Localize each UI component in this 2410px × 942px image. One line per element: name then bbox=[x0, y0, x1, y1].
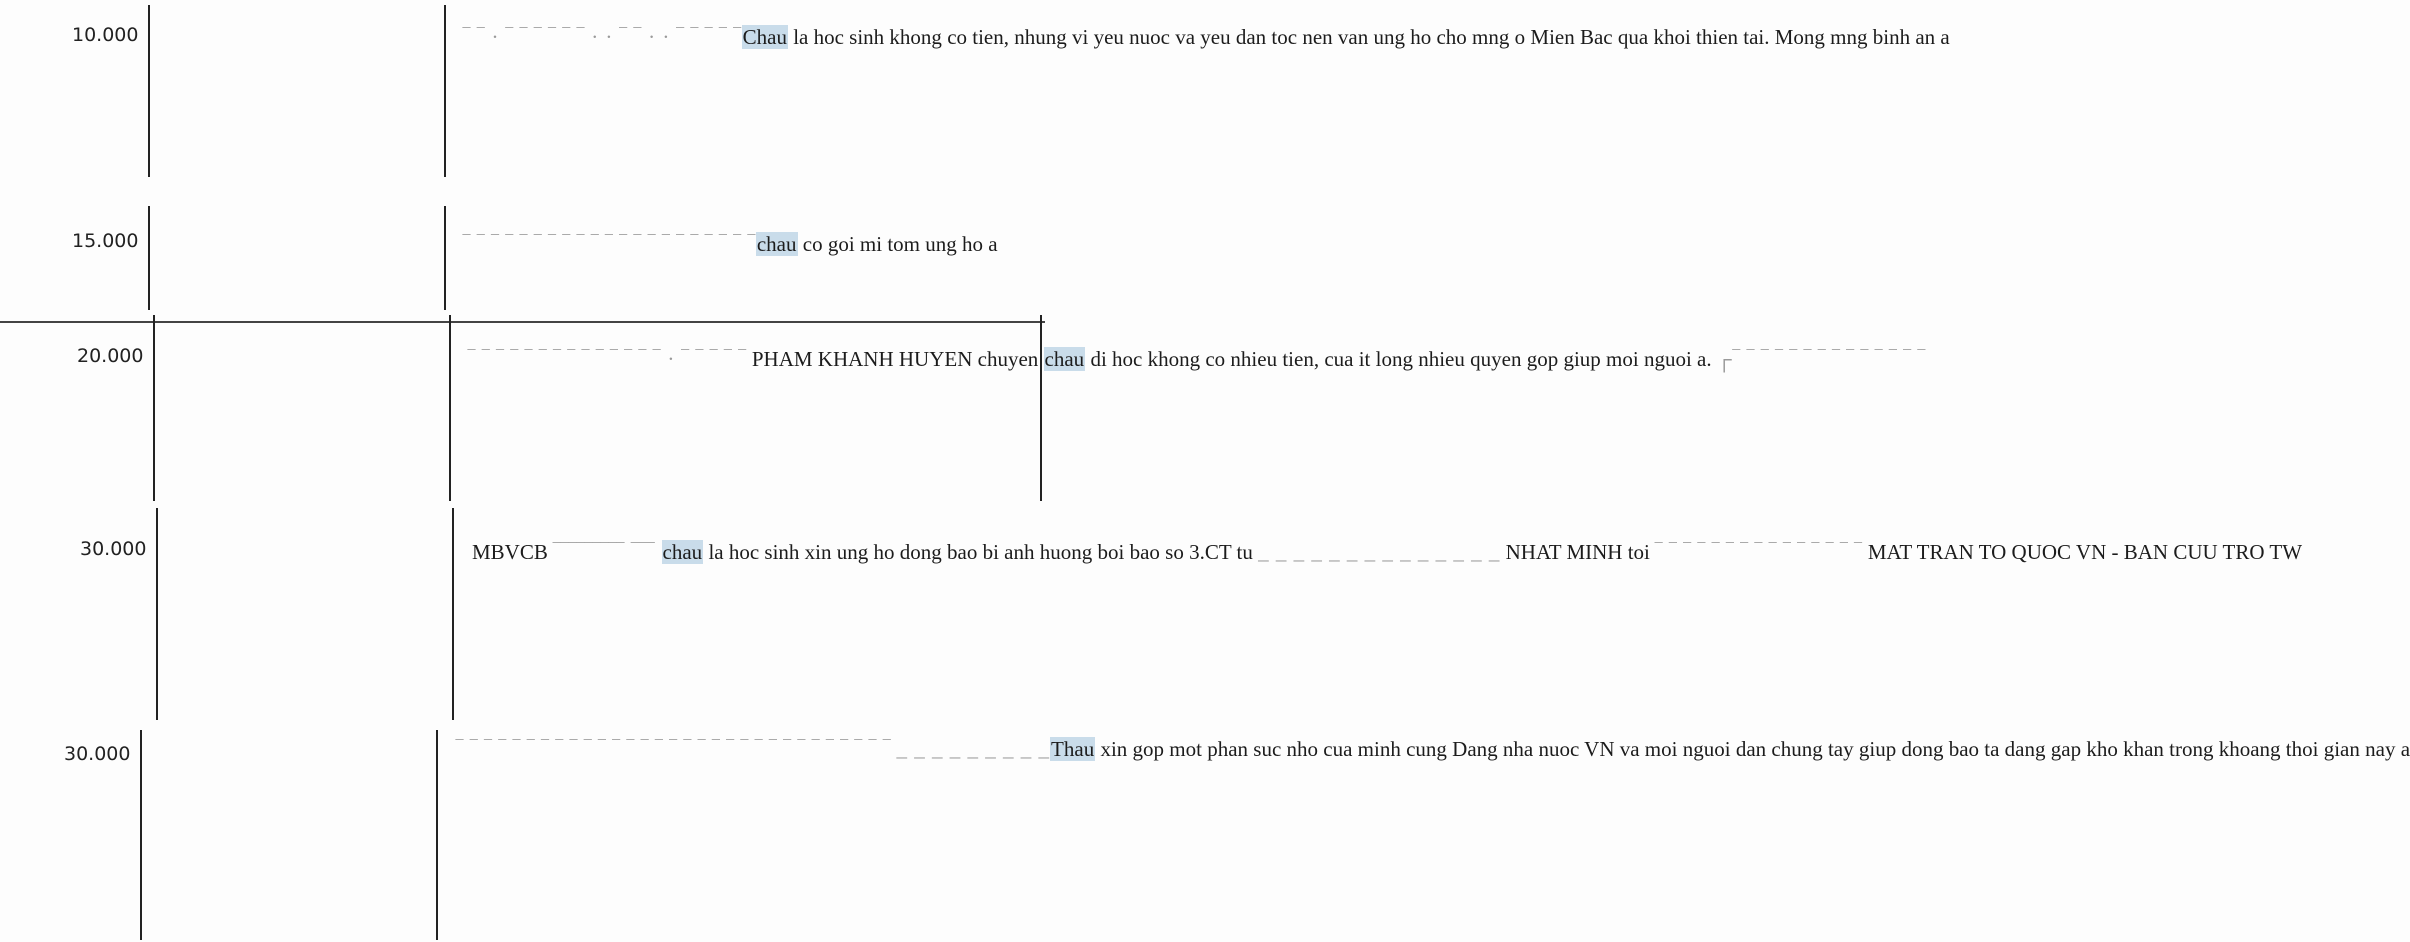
column-border bbox=[148, 206, 150, 310]
amount-cell: 15.000 bbox=[72, 230, 139, 252]
description-line: _ _ _ _ _ _ _ _ _Thau xin gop mot phan suc nho cua bbox=[896, 737, 1353, 761]
redacted-text: ‾ ‾ ‾ ‾ ‾ ‾ ‾ ‾ ‾ ‾ ‾ ‾ ‾ ‾ · ‾ ‾ ‾ ‾ ‾ bbox=[468, 347, 747, 371]
description-cell bbox=[463, 226, 998, 263]
description-line: tien, cua it long nhieu quyen gop giup moi bbox=[1282, 347, 1639, 371]
description-line: ‾ ‾ ‾ ‾ ‾ ‾ ‾ ‾ ‾ ‾ ‾ ‾ ‾ ‾ · ‾ ‾ ‾ ‾ ‾ PHAM KHANH bbox=[468, 347, 894, 371]
redacted-text: ‾‾‾‾‾‾‾‾‾ ‾‾‾ bbox=[553, 540, 662, 564]
description-line: _ _ _ _ _ _ _ _ _ _ _ _ _ _ NHAT MINH toi bbox=[1258, 540, 1650, 564]
column-border bbox=[140, 730, 142, 940]
description-line: BAN CUU TRO TW bbox=[2123, 540, 2303, 564]
description-line: nguoi a. ┌‾ ‾ ‾ ‾ ‾ ‾ ‾ ‾ ‾ ‾ ‾ ‾ ‾ ‾ bbox=[1643, 347, 1926, 371]
description-line bbox=[456, 737, 891, 761]
highlighted-word: Thau bbox=[1051, 737, 1095, 761]
description-line: ho a bbox=[962, 232, 998, 256]
amount-cell: 20.000 bbox=[77, 345, 144, 367]
column-border bbox=[148, 5, 150, 177]
highlighted-word: Chau bbox=[742, 25, 787, 49]
description-cell bbox=[463, 19, 1950, 56]
highlighted-word: chau bbox=[1044, 347, 1085, 371]
column-border bbox=[444, 5, 446, 177]
redacted-text: _ _ _ _ _ _ _ _ _ _ _ _ _ _ bbox=[1258, 540, 1501, 564]
description-cell bbox=[468, 341, 1926, 378]
description-line: ‾ ‾ ‾ ‾ ‾ ‾ ‾ ‾ ‾ ‾ ‾ ‾ ‾ ‾ ‾ MAT TRAN TO QUOC VN - bbox=[1655, 540, 2119, 564]
description-cell bbox=[472, 534, 2302, 571]
description-line: kho khan trong khoang thoi gian nay a bbox=[2086, 737, 2410, 761]
description-line: minh cung Dang nha nuoc VN va moi nguoi bbox=[1357, 737, 1731, 761]
column-border bbox=[452, 508, 454, 720]
column-border bbox=[449, 315, 451, 501]
column-border bbox=[444, 206, 446, 310]
amount-cell: 30.000 bbox=[64, 743, 131, 765]
redacted-text: ┌‾ ‾ ‾ ‾ ‾ ‾ ‾ ‾ ‾ ‾ ‾ ‾ ‾ ‾ bbox=[1716, 347, 1926, 371]
description-line: HUYEN chuyen chau di hoc khong co nhieu bbox=[898, 347, 1278, 371]
amount-cell: 10.000 bbox=[72, 24, 139, 46]
description-line: ‾ ‾ · ‾ ‾ ‾ ‾ ‾ ‾ · · ‾ ‾ · · ‾ ‾ ‾ ‾ ‾Chau la hoc sinh khong bbox=[463, 25, 942, 49]
amount-cell: 30.000 bbox=[80, 538, 147, 560]
redacted-text: ‾ ‾ · ‾ ‾ ‾ ‾ ‾ ‾ · · ‾ ‾ · · ‾ ‾ ‾ ‾ ‾ bbox=[463, 25, 742, 49]
description-line: nen van ung ho cho mng o Mien Bac qua bbox=[1302, 25, 1649, 49]
description-line: ‾ ‾ ‾ ‾ ‾ ‾ ‾ ‾ ‾ ‾ ‾ ‾ ‾ ‾ ‾ ‾ ‾ ‾ ‾ ‾ ‾chau co goi mi tom ung bbox=[463, 232, 957, 256]
highlighted-word: chau bbox=[756, 232, 797, 256]
description-line: co tien, nhung vi yeu nuoc va yeu dan toc bbox=[947, 25, 1298, 49]
description-line: MBVCB ‾‾‾‾‾‾‾‾‾ ‾‾‾ chau la hoc sinh xin ung bbox=[472, 540, 869, 564]
description-line: dan chung tay giup dong bao ta dang gap bbox=[1735, 737, 2082, 761]
redacted-text: ‾ ‾ ‾ ‾ ‾ ‾ ‾ ‾ ‾ ‾ ‾ ‾ ‾ ‾ ‾ ‾ ‾ ‾ ‾ ‾ ‾ bbox=[463, 232, 756, 256]
column-border bbox=[436, 730, 438, 940]
description-cell bbox=[456, 731, 2410, 768]
redacted-text: ‾ ‾ ‾ ‾ ‾ ‾ ‾ ‾ ‾ ‾ ‾ ‾ ‾ ‾ ‾ ‾ ‾ ‾ ‾ ‾ ‾ ‾ ‾ ‾ ‾ ‾ ‾ ‾ ‾ ‾ ‾ bbox=[456, 737, 892, 761]
description-line: khoi thien tai. Mong mng binh an a bbox=[1653, 25, 1950, 49]
highlighted-word: chau bbox=[662, 540, 703, 564]
redacted-text: ‾ ‾ ‾ ‾ ‾ ‾ ‾ ‾ ‾ ‾ ‾ ‾ ‾ ‾ ‾ bbox=[1655, 540, 1863, 564]
table-divider bbox=[0, 321, 1045, 323]
column-border bbox=[156, 508, 158, 720]
redacted-text: _ _ _ _ _ _ _ _ _ bbox=[896, 737, 1051, 761]
description-line: ho dong bao bi anh huong boi bao so 3.CT tu bbox=[873, 540, 1253, 564]
column-border bbox=[153, 315, 155, 501]
